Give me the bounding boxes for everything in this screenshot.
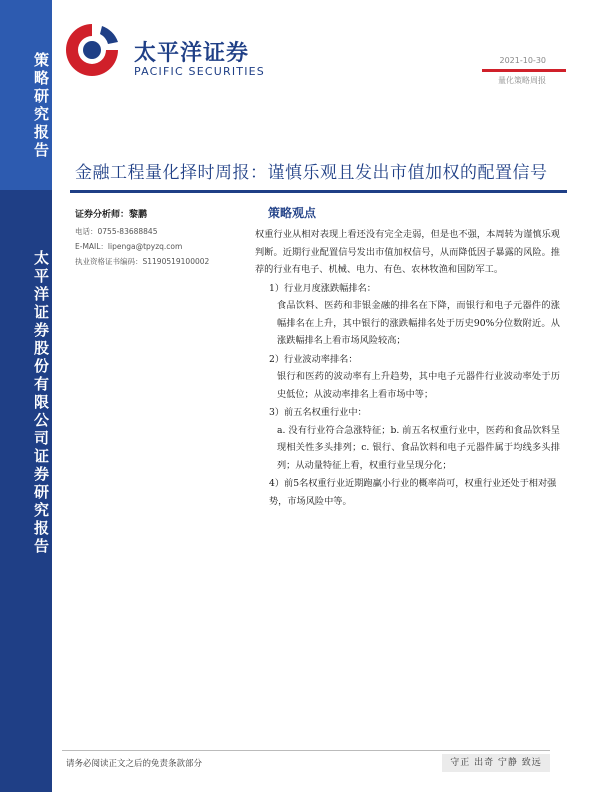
- list-item: [255, 351, 560, 404]
- list-item-body: 银行和医药的波动率有上升趋势，其中电子元器件行业波动率处于历史低位；从波动率排名上看市场中等；: [277, 371, 560, 400]
- list-item-body: a. 没有行业符合急涨特征；b. 前五名权重行业中，医药和食品饮料呈现相关性多头排列；c. 银行、食品饮料和电子元器件属于均线多头排列；从动量特征上看，权重行业呈现分化；: [277, 424, 560, 471]
- footer-divider: [62, 750, 550, 751]
- logo-chinese-name: 太平洋证券: [134, 41, 250, 66]
- analyst-phone: 电话：0755-83688845: [75, 227, 158, 236]
- report-type: 量化策略周报: [498, 76, 546, 85]
- list-item-heading: 1）行业月度涨跌幅排名：: [269, 282, 376, 294]
- intro-paragraph: 权重行业从相对表现上看还没有完全走弱，但是也不强，本周转为谨慎乐观判断。近期行业配置信号发出市值加权信号，从而降低因子暴露的风险。推荐的行业有电子、机械、电力、有色、农林牧渔和国防军工。: [255, 229, 560, 275]
- analyst-email[interactable]: E-MAIL：lipenga@tpyzq.com: [75, 242, 183, 251]
- strategy-content: [255, 226, 560, 510]
- list-item: [255, 475, 560, 510]
- list-item-heading: 3）前五名权重行业中：: [269, 407, 367, 418]
- section-title: 策略观点: [268, 206, 317, 220]
- list-item-heading: 4）前5名权重行业近期跑赢小行业的概率尚可，权重行业还处于相对强势，市场风险中等。: [269, 478, 557, 507]
- list-item: [255, 404, 560, 474]
- sidebar-report-category: 策略研究报告: [32, 52, 50, 160]
- list-item: [255, 280, 560, 350]
- sidebar: [0, 0, 52, 792]
- report-title: 金融工程量化择时周报：谨慎乐观且发出市值加权的配置信号: [75, 163, 548, 183]
- analyst-name: 证券分析师：黎鹏: [75, 210, 148, 220]
- footer-motto: 守正 出奇 宁静 致远: [442, 754, 550, 772]
- list-item-body: 食品饮料、医药和非银金融的排名在下降，而银行和电子元器件的涨幅排名在上升，其中银行的涨跌幅排名处于历史90%分位数附近。从涨跌幅排名上看市场风险较高；: [277, 300, 560, 346]
- list-item-heading: 2）行业波动率排名：: [269, 353, 358, 365]
- pacific-securities-logo-icon: [62, 20, 122, 80]
- analyst-license: 执业资格证书编码：S1190519100002: [75, 257, 210, 266]
- header-accent-line: [482, 69, 566, 72]
- report-date: 2021-10-30: [499, 56, 546, 65]
- sidebar-company-label: 太平洋证券股份有限公司证券研究报告: [32, 250, 50, 556]
- logo-english-name: PACIFIC SECURITIES: [134, 65, 265, 78]
- footer-disclaimer: 请务必阅读正文之后的免责条款部分: [66, 759, 203, 769]
- title-divider: [70, 190, 567, 193]
- analyst-info: [75, 207, 209, 269]
